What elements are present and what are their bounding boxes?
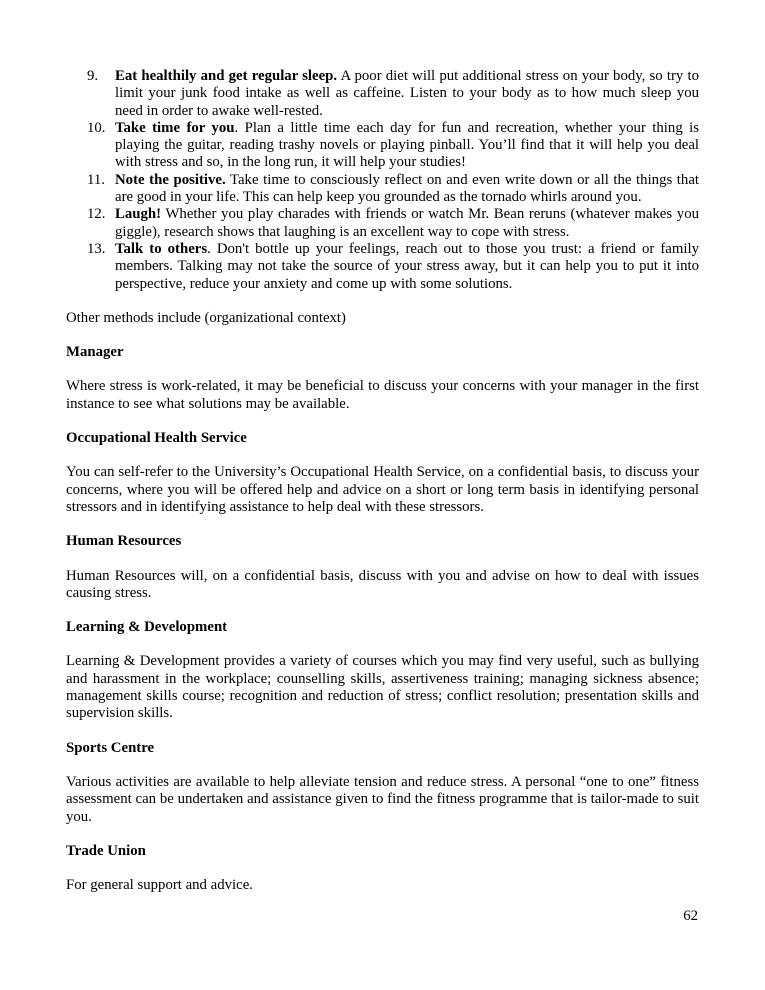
section-body: You can self-refer to the University’s Occupational Health Service, on a confidential basis, to discuss your concerns, where you will be offered help and advice on a short or long term basis in identifying personal stressors and in identifying assistance to help deal with these stressors. [66, 464, 699, 515]
list-item-13 [66, 241, 699, 293]
list-item-text [115, 206, 699, 241]
list-item-body: . Don't bottle up your feelings, reach out to those you trust: a friend or family members. Talking may not take the source of your stress away, but it can help you to put it into perspective, reduce your anxiety and come up with some solutions. [115, 240, 699, 292]
section-heading: Human Resources [66, 533, 182, 550]
list-item-number: 10. [87, 119, 106, 136]
numbered-list [66, 68, 699, 293]
list-item-lead: Take time for you [115, 119, 235, 136]
section-occupational-health-service [66, 430, 699, 516]
list-item-number: 13. [87, 240, 106, 257]
list-item-text [115, 241, 699, 293]
section-body: Various activities are available to help alleviate tension and reduce stress. A personal “one to one” fitness assessment can be undertaken and assistance given to find the fitness programme that is tailor-made to suit you. [66, 773, 699, 825]
list-item-body: Whether you play charades with friends or watch Mr. Bean reruns (whatever makes you giggle), research shows that laughing is an excellent way to cope with stress. [115, 206, 699, 240]
list-item-body: Take time to consciously reflect on and even write down or all the things that are good in your life. This can help keep you grounded as the tornado whirls around you. [115, 171, 700, 206]
section-heading: Occupational Health Service [66, 430, 247, 447]
section-body: Where stress is work-related, it may be beneficial to discuss your concerns with your manager in the first instance to see what solutions may be available. [66, 378, 699, 412]
list-item-number: 9. [87, 68, 99, 84]
list-item-text [115, 172, 699, 207]
list-item-12 [66, 206, 699, 241]
list-item-body: A poor diet will put additional stress on your body, so try to limit your junk food intake as well as caffeine. Listen to your body as to how much sleep you need in order to awake well-rested. [115, 68, 699, 119]
list-item-lead: Eat healthily and get regular sleep. [115, 68, 338, 84]
list-item-text [115, 68, 699, 120]
section-body: Human Resources will, on a confidential basis, discuss with you and advise on how to deal with issues causing stress. [66, 567, 699, 601]
list-item-11 [66, 172, 699, 207]
list-item-9 [66, 68, 699, 120]
list-item-lead: Laugh! [115, 206, 162, 223]
page-number: 62 [683, 908, 698, 924]
list-item-lead: Talk to others [115, 240, 208, 257]
list-item-lead: Note the positive. [115, 171, 226, 188]
list-item-number: 12. [87, 206, 106, 223]
list-item-body: . Plan a little time each day for fun and recreation, whether your thing is playing the guitar, reading trashy novels or playing pinball. You’ll find that it will help you deal with stress and so, in the long run, it will help your studies! [115, 119, 699, 171]
section-human-resources [66, 533, 699, 602]
section-heading: Manager [66, 344, 124, 361]
section-body: Learning & Development provides a variety of courses which you may find very useful, such as bullying and harassment in the workplace; counselling skills, assertiveness training; managing sickness absence; management skills course; recognition and reduction of stress; conflict resolution; presentation skills and supervision skills. [66, 653, 699, 722]
section-manager [66, 344, 699, 413]
section-sports-centre [66, 740, 699, 826]
list-item-text [115, 120, 699, 172]
section-heading: Learning & Development [66, 619, 228, 636]
section-heading: Trade Union [66, 842, 146, 859]
list-item-10 [66, 120, 699, 172]
list-item-number: 11. [87, 171, 105, 188]
intro-line: Other methods include (organizational context) [66, 309, 346, 326]
section-body: For general support and advice. [66, 877, 253, 894]
section-learning-development [66, 619, 699, 722]
section-heading: Sports Centre [66, 739, 155, 756]
section-trade-union [66, 843, 699, 895]
